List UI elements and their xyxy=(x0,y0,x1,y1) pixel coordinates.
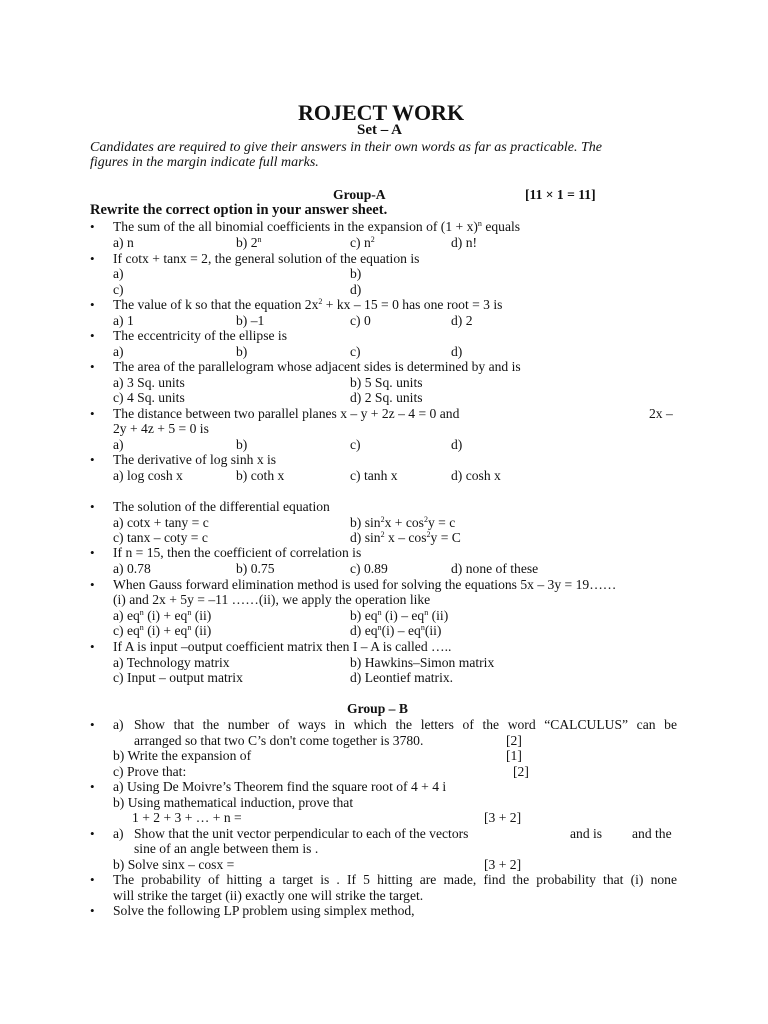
bullet: • xyxy=(90,717,95,732)
marks: [3 + 2] xyxy=(484,857,522,872)
option-d: d) xyxy=(350,282,362,297)
group-b-question-1b: b) Write the expansion of xyxy=(113,748,252,763)
question-9: If n = 15, then the coefficient of correlation is xyxy=(113,545,362,560)
bullet: • xyxy=(90,359,95,374)
part-a-label: a) xyxy=(113,826,124,841)
group-b-question-3b: b) Solve sinx – cosx = xyxy=(113,857,235,872)
option-c: c) $eq^n$ $(i) + eq^n$ (ii) xyxy=(113,623,212,638)
group-b-question-3a-and-the: and the xyxy=(632,826,672,841)
question-6-line-2: 2y + 4z + 5 = 0 is xyxy=(113,421,209,436)
option-c: c) 0 xyxy=(350,313,371,328)
option-a: a) cotx + tany = c xyxy=(113,515,209,530)
group-b-question-1c: c) Prove that: xyxy=(113,764,187,779)
group-b-question-1a-line-2: arranged so that two C’s don't come together is 3780. xyxy=(134,733,424,748)
bullet: • xyxy=(90,499,95,514)
group-b-question-3a: Show that the unit vector perpendicular to each of the vectors xyxy=(134,826,469,841)
option-b: b) $eq^n$ $(i) - eq^n$ (ii) xyxy=(350,608,449,623)
group-a-heading: Group-A xyxy=(333,187,386,202)
group-a-marks: [11 × 1 = 11] xyxy=(525,187,596,202)
bullet: • xyxy=(90,406,95,421)
option-c: c) 0.89 xyxy=(350,561,388,576)
bullet: • xyxy=(90,903,95,918)
group-a-subheading: Rewrite the correct option in your answer sheet. xyxy=(90,202,388,218)
option-b: b) xyxy=(236,344,248,359)
option-b: b) 0.75 xyxy=(236,561,275,576)
option-c: c) xyxy=(350,344,361,359)
option-c: c) xyxy=(113,282,124,297)
option-b: b) $\sin^2x + \cos^2y = c$ xyxy=(350,515,456,530)
group-b-question-3a-and: and is xyxy=(570,826,603,841)
question-10: When Gauss forward elimination method is used for solving the equations 5x – 3y = 19…… xyxy=(113,577,617,592)
option-d: d) Leontief matrix. xyxy=(350,670,454,685)
marks: [2] xyxy=(506,733,522,748)
bullet: • xyxy=(90,452,95,467)
option-a: a) $eq^n$ $(i) + eq^n$ (ii) xyxy=(113,608,212,623)
option-d: d) none of these xyxy=(451,561,539,576)
option-d: d) n! xyxy=(451,235,478,250)
group-b-question-3a-line-2: sine of an angle between them is . xyxy=(134,841,319,856)
option-b: b) xyxy=(350,266,362,281)
group-b-question-2b: b) Using mathematical induction, prove that xyxy=(113,795,354,810)
bullet: • xyxy=(90,545,95,560)
option-a: a) n xyxy=(113,235,134,250)
bullet: • xyxy=(90,328,95,343)
option-d: d) $eq^n(i) - eq^n(ii)$ xyxy=(350,623,442,638)
group-b-question-5: Solve the following LP problem using simplex method, xyxy=(113,903,415,918)
option-a: a) 1 xyxy=(113,313,134,328)
option-c: c) xyxy=(350,437,361,452)
question-5: The area of the parallelogram whose adjacent sides is determined by and is xyxy=(113,359,521,374)
option-c: c) tanx – coty = c xyxy=(113,530,208,545)
bullet: • xyxy=(90,219,95,234)
bullet: • xyxy=(90,297,95,312)
bullet: • xyxy=(90,577,95,592)
group-b-question-2a: a) Using De Moivre’s Theorem find the square root of 4 + 4 i xyxy=(113,779,447,794)
option-b: b) Hawkins–Simon matrix xyxy=(350,655,495,670)
question-8: The solution of the differential equation xyxy=(113,499,330,514)
option-a: a) Technology matrix xyxy=(113,655,230,670)
bullet: • xyxy=(90,826,95,841)
option-c: c) 4 Sq. units xyxy=(113,390,185,405)
option-b: b) xyxy=(236,437,248,452)
question-10-line-2: (i) and 2x + 5y = –11 ……(ii), we apply the operation like xyxy=(113,592,431,607)
question-2: If cotx + tanx = 2, the general solution of the equation is xyxy=(113,251,420,266)
marks: [3 + 2] xyxy=(484,810,522,825)
question-7: The derivative of log sinh x is xyxy=(113,452,277,467)
option-a: a) log cosh x xyxy=(113,468,183,483)
option-a: a) 0.78 xyxy=(113,561,151,576)
option-d: d) 2 Sq. units xyxy=(350,390,423,405)
bullet: • xyxy=(90,639,95,654)
bullet: • xyxy=(90,872,95,887)
option-b: b) 5 Sq. units xyxy=(350,375,423,390)
bullet: • xyxy=(90,779,95,794)
option-c: c) Input – output matrix xyxy=(113,670,243,685)
option-b: b) coth x xyxy=(236,468,285,483)
induction-equation: 1 + 2 + 3 + … + n = xyxy=(132,810,242,825)
option-b: b) 2$^n$ xyxy=(236,235,262,250)
set-label: Set – A xyxy=(357,122,402,138)
instructions-line-1: Candidates are required to give their answers in their own words as far as practicable. The xyxy=(90,140,603,155)
question-6: The distance between two parallel planes x – y + 2z – 4 = 0 and xyxy=(113,406,460,421)
option-b: b) –1 xyxy=(236,313,265,328)
group-b-heading: Group – B xyxy=(347,701,408,716)
option-a: a) xyxy=(113,266,124,281)
option-d: d) cosh x xyxy=(451,468,501,483)
option-d: d) xyxy=(451,344,463,359)
page-title: ROJECT WORK xyxy=(298,100,465,125)
marks: [1] xyxy=(506,748,522,763)
option-c: c) $n^2$ xyxy=(350,235,375,250)
question-4: The eccentricity of the ellipse is xyxy=(113,328,288,343)
option-a: a) xyxy=(113,437,124,452)
bullet: • xyxy=(90,251,95,266)
group-b-question-4-line-2: will strike the target (ii) exactly one will strike the target. xyxy=(113,888,424,903)
option-d: d) xyxy=(451,437,463,452)
group-b-question-4: The probability of hitting a target is . If 5 hitting are made, find the probability that (i) none xyxy=(113,872,677,887)
marks: [2] xyxy=(513,764,529,779)
question-6-tail: 2x – xyxy=(649,406,673,421)
option-a: a) 3 Sq. units xyxy=(113,375,185,390)
option-a: a) xyxy=(113,344,124,359)
instructions-line-2: figures in the margin indicate full marks. xyxy=(90,155,319,170)
group-b-question-1a: Show that the number of ways in which the letters of the word “CALCULUS” can be xyxy=(134,717,677,732)
question-11: If A is input –output coefficient matrix then I – A is called ….. xyxy=(113,639,452,654)
question-3: The value of k so that the equation $2x^2$ + kx – 15 = 0 has one root = 3 is xyxy=(113,297,503,312)
part-a-label: a) xyxy=(113,717,124,732)
option-d: d) $\sin^2 x - \cos^2y = C$ xyxy=(350,530,461,545)
option-d: d) 2 xyxy=(451,313,473,328)
option-c: c) tanh x xyxy=(350,468,398,483)
question-1: The sum of the all binomial coefficients in the expansion of $(1 + x)^n$ equals xyxy=(113,219,521,234)
